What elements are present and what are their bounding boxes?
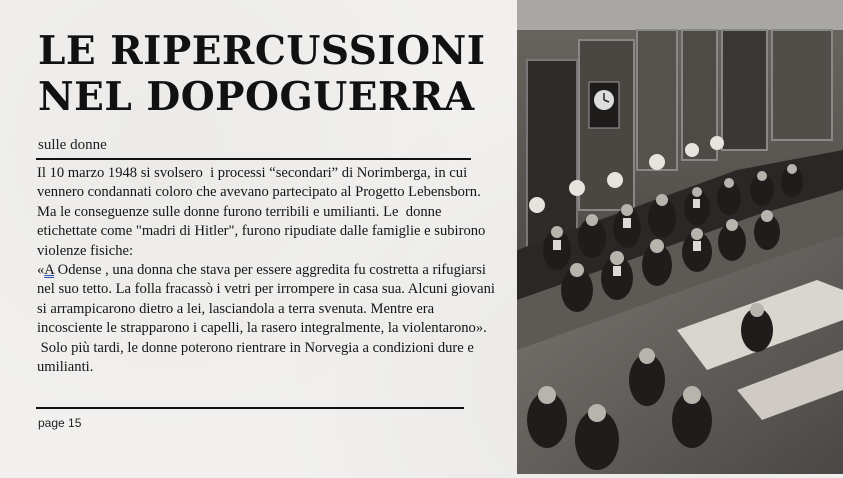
title-line-1: LE RIPERCUSSIONI [38, 28, 486, 74]
title-line-2: NEL DOPOGUERRA [38, 74, 475, 120]
quote-open: « [37, 262, 45, 279]
top-divider [36, 158, 471, 160]
subtitle: sulle donne [38, 137, 107, 153]
page-title [38, 28, 485, 120]
courtroom-photo [517, 0, 843, 474]
spellcheck-word: A [44, 262, 55, 279]
body-text [37, 164, 499, 377]
paragraph-intro: Il 10 marzo 1948 si svolsero i processi “secondari” di Norimberga, in cui vennero condannati coloro che avevano partecipato al Progetto Lebensborn. Ma le conseguenze sulle donne furono terribili e umilianti. Le donne etichettate come "madri di Hitler", furono ripudiate dalle famiglie e subirono violenze fisiche: [37, 165, 490, 259]
quote-text: Odense , una donna che stava per essere aggredita fu costretta a rifugiarsi nel suo tetto. La folla fracassò i vetri per irrompere in casa sua. Alcuni giovani si arrampicarono dietro a lei, lasciandola a terra svenuta. Mentre era incosciente le strapparono i capelli, la rasero integralmente, la violentarono». [37, 262, 499, 337]
paragraph-quote [37, 261, 499, 339]
paragraph-conclusion: Solo più tardi, le donne poterono rientrare in Norvegia a condizioni dure e umilianti. [37, 339, 478, 376]
page-number: page 15 [38, 416, 82, 430]
bottom-divider [36, 407, 464, 409]
